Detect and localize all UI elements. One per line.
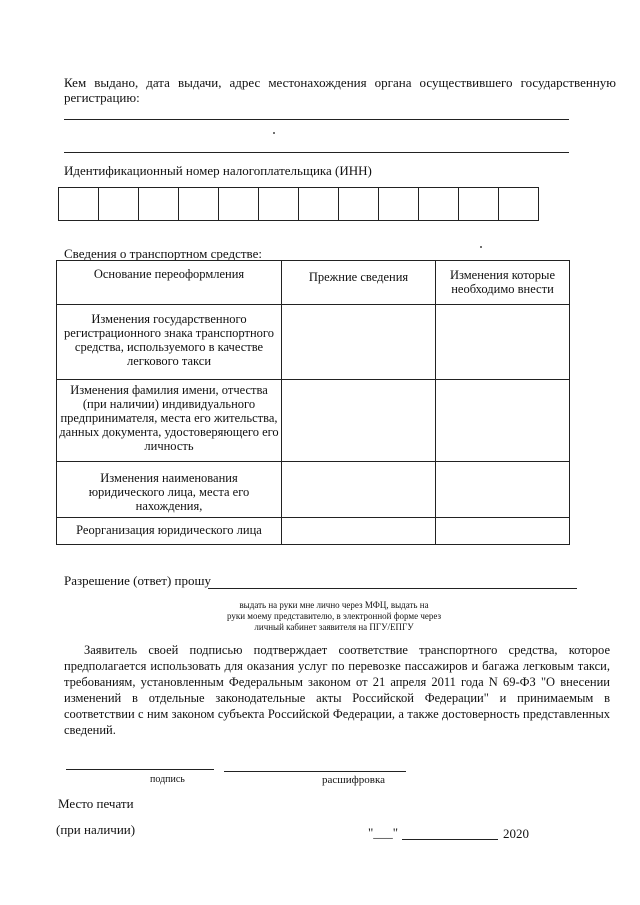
row-previous-cell[interactable] [282,305,436,380]
row-label: Изменения фамилия имени, отчества (при наличии) индивидуального предпринимателя, места его жительства, данных документа, удостоверяющего его личность [57,380,282,462]
table-row [57,305,570,380]
header-basis: Основание переоформления [57,261,282,305]
row-label: Изменения государственного регистрационного знака транспортного средства, используемого в качестве легкового такси [57,305,282,380]
inn-cell[interactable] [299,188,339,221]
table-header-row [57,261,570,305]
inn-cell[interactable] [259,188,299,221]
if-present-label: (при наличии) [56,822,136,837]
row-changes-cell[interactable] [436,462,570,518]
inn-cell[interactable] [99,188,139,221]
permission-hint-line: выдать на руки мне лично через МФЦ, выдать на [239,600,429,610]
inn-cell[interactable] [339,188,379,221]
header-changes: Изменения которые необходимо внести [436,261,570,305]
date-month-line[interactable] [402,839,498,840]
header-previous: Прежние сведения [282,261,436,305]
signature-line[interactable] [66,769,214,770]
row-label: Реорганизация юридического лица [57,518,282,545]
declaration-text: Заявитель своей подписью подтверждает соответствие транспортного средства, которое предполагается использовать для оказания услуг по перевозке пассажиров и багажа легковым такси, требованиям, установленным Федеральным законом от 21 апреля 2011 года N 69-ФЗ "О внесении изменений в отдельные законодательные акты Российской Федерации" и принимаемым в соответствии с ним законом субъекта Российской Федерации, а также достоверность представленных сведений. [64,643,610,737]
inn-grid [58,187,539,221]
inn-cell[interactable] [499,188,539,221]
table-row [57,462,570,518]
permission-hint [200,600,468,633]
row-changes-cell[interactable] [436,380,570,462]
decode-label: расшифровка [322,774,386,786]
issuer-line-1[interactable] [64,119,569,120]
scan-speck [480,246,482,248]
decode-line[interactable] [224,771,406,772]
inn-cell[interactable] [139,188,179,221]
permission-line[interactable] [208,588,577,589]
inn-cell[interactable] [459,188,499,221]
date-year: 2020 [503,826,529,841]
permission-hint-line: личный кабинет заявителя на ПГУ/ЕПГУ [254,622,414,632]
permission-label: Разрешение (ответ) прошу [64,573,212,588]
issuer-label: Кем выдано, дата выдачи, адрес местонахождения органа осуществившего государственную регистрацию: [64,75,616,105]
permission-hint-line: руки моему представителю, в электронной форме через [226,611,442,621]
inn-cell[interactable] [419,188,459,221]
vehicle-table [56,260,570,545]
inn-cell[interactable] [379,188,419,221]
table-row [57,518,570,545]
issuer-line-2[interactable] [64,152,569,153]
inn-cell[interactable] [219,188,259,221]
row-previous-cell[interactable] [282,380,436,462]
signature-label: подпись [150,774,185,785]
scan-speck [273,132,275,134]
inn-label: Идентификационный номер налогоплательщика (ИНН) [64,163,372,178]
row-previous-cell[interactable] [282,462,436,518]
row-label: Изменения наименования юридического лица, места его нахождения, [57,462,282,518]
stamp-label: Место печати [58,796,134,811]
inn-cell[interactable] [59,188,99,221]
row-changes-cell[interactable] [436,305,570,380]
row-previous-cell[interactable] [282,518,436,545]
row-changes-cell[interactable] [436,518,570,545]
table-row [57,380,570,462]
vehicle-title: Сведения о транспортном средстве: [64,246,262,261]
date-day[interactable]: "___" [368,825,399,840]
inn-cell[interactable] [179,188,219,221]
